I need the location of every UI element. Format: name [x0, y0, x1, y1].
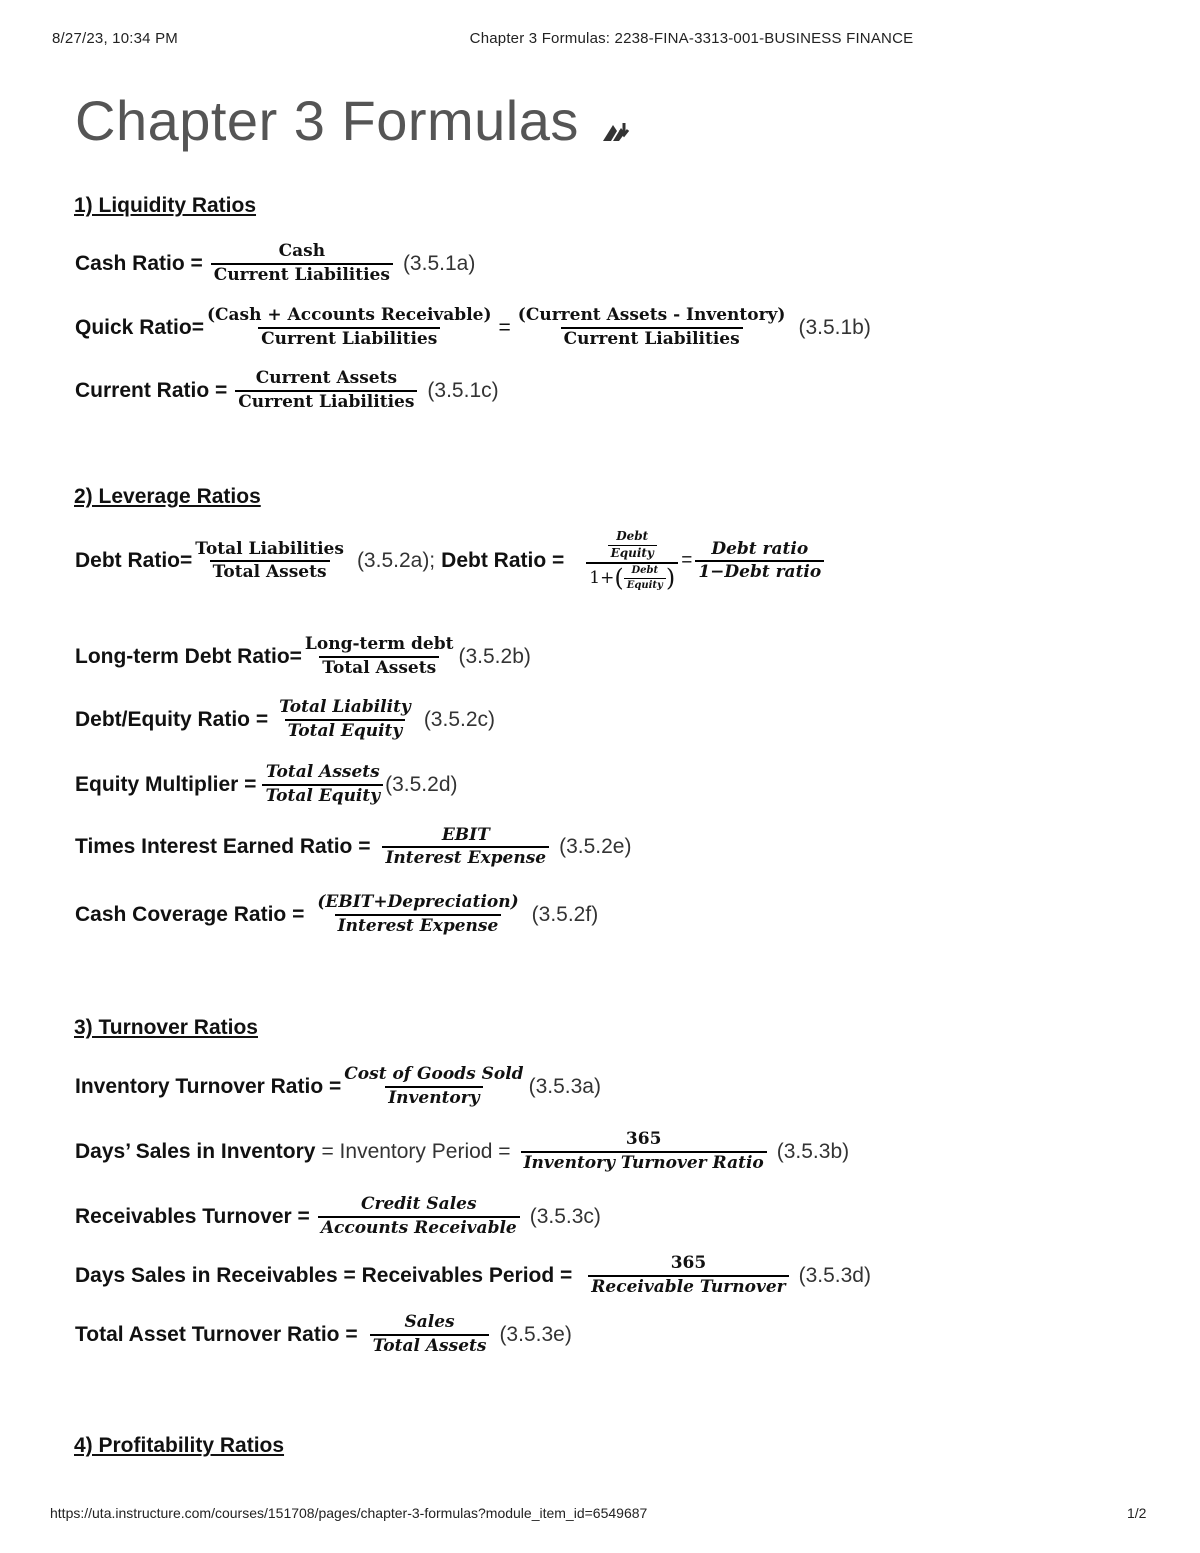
formula-reference: (3.5.2f) [531, 902, 599, 926]
numerator: Total Liabilities [195, 538, 344, 559]
equals-sign: = [498, 315, 511, 339]
formula-long-term-debt-ratio [75, 635, 531, 678]
print-timestamp: 8/27/23, 10:34 PM [52, 30, 178, 47]
numerator: Total Liability [279, 697, 411, 717]
section-turnover-heading: 3) Turnover Ratios [74, 1016, 258, 1039]
formula-reference: (3.5.3c) [529, 1204, 601, 1228]
formula-cash-coverage [75, 893, 598, 936]
formula-reference: (3.5.3d) [798, 1263, 871, 1287]
fraction [370, 1313, 490, 1356]
inner-denominator: Equity [608, 545, 657, 561]
numerator: Long-term debt [304, 634, 454, 654]
formula-equity-multiplier [75, 763, 458, 806]
numerator: Sales [404, 1312, 455, 1332]
fraction [382, 826, 549, 868]
formula-reference: (3.5.2a); [356, 549, 436, 573]
denominator-expression [586, 562, 678, 593]
fraction [318, 1195, 520, 1238]
formula-times-interest-earned [75, 826, 631, 868]
formula-label: Long-term Debt Ratio= [75, 644, 302, 668]
fraction [204, 306, 495, 349]
denominator: 1−Debt ratio [695, 560, 824, 583]
print-url: https://uta.instructure.com/courses/151708/pages/chapter-3-formulas?module_item_id=6549687 [50, 1505, 648, 1521]
section-liquidity-heading: 1) Liquidity Ratios [74, 194, 257, 217]
formula-days-sales-inventory [75, 1130, 849, 1173]
numerator: (Current Assets - Inventory) [517, 305, 786, 325]
formula-reference: (3.5.1b) [798, 315, 871, 339]
formula-debt-equity-ratio [75, 698, 495, 741]
formula-reference: (3.5.2d) [385, 772, 458, 796]
formula-reference: (3.5.3e) [499, 1322, 572, 1346]
formula-quick-ratio [75, 306, 871, 349]
numerator: Current Assets [255, 368, 398, 388]
inner-fraction [608, 530, 657, 561]
formula-label: Debt/Equity Ratio = [75, 707, 269, 731]
denominator: Total Assets [210, 560, 330, 583]
fraction [588, 1254, 788, 1297]
print-page-number: 1/2 [1127, 1505, 1147, 1521]
formula-label: Cash Coverage Ratio = [75, 902, 305, 926]
formula-label: Times Interest Earned Ratio = [75, 835, 371, 859]
denominator: Current Liabilities [258, 327, 440, 350]
numerator-fraction [605, 530, 660, 562]
print-page-title: Chapter 3 Formulas: 2238-FINA-3313-001-BUSINESS FINANCE [469, 30, 914, 47]
denominator: Current Liabilities [235, 390, 417, 413]
inner-numerator: Debt [631, 565, 659, 577]
denominator: Inventory Turnover Ratio [521, 1151, 767, 1174]
denominator: Interest Expense [382, 846, 549, 869]
fraction [235, 369, 417, 412]
numerator: 365 [625, 1129, 662, 1149]
denominator: Total Equity [285, 719, 406, 742]
denominator: Current Liabilities [211, 263, 393, 286]
inner-numerator: Debt [616, 529, 649, 543]
denominator: Total Assets [370, 1334, 490, 1357]
fraction [521, 1130, 767, 1173]
denominator: Total Equity [262, 784, 383, 807]
numerator: EBIT [441, 825, 490, 845]
formula-reference: (3.5.2c) [423, 707, 496, 731]
numerator: Debt ratio [711, 538, 809, 559]
formula-debt-ratio [75, 530, 824, 592]
fraction [695, 540, 824, 583]
formula-label-alt: Debt Ratio = [441, 549, 565, 573]
right-paren-icon: ) [665, 563, 676, 592]
numerator: (Cash + Accounts Receivable) [206, 305, 492, 325]
formula-reference: (3.5.2b) [458, 644, 531, 668]
formula-label: Total Asset Turnover Ratio = [75, 1322, 358, 1346]
formula-reference: (3.5.3b) [776, 1139, 850, 1163]
page-title-text: Chapter 3 Formulas [75, 89, 579, 152]
section-profitability-heading: 4) Profitability Ratios [74, 1434, 285, 1457]
formula-reference: (3.5.1c) [427, 378, 499, 402]
fraction [211, 242, 393, 285]
formula-reference: (3.5.3a) [528, 1074, 601, 1098]
formula-equivalent: = Inventory Period = [321, 1139, 511, 1163]
formula-days-sales-receivables [75, 1254, 871, 1297]
compound-fraction [586, 530, 678, 592]
fraction [515, 306, 789, 349]
formula-inventory-turnover [75, 1065, 601, 1108]
section-leverage-heading: 2) Leverage Ratios [74, 485, 261, 508]
page-title [75, 88, 635, 158]
formula-current-ratio [75, 369, 499, 412]
formula-reference: (3.5.1a) [402, 251, 476, 275]
formula-label: Quick Ratio= [75, 315, 204, 339]
formula-label: Receivables Turnover = [75, 1204, 310, 1228]
formula-total-asset-turnover [75, 1313, 572, 1356]
left-paren-icon: ( [614, 563, 624, 592]
formula-label: Equity Multiplier = [75, 772, 257, 796]
fraction [276, 698, 414, 741]
fraction [302, 635, 457, 678]
numerator: (EBIT+Depreciation) [317, 892, 519, 912]
formula-label: Days’ Sales in Inventory [75, 1139, 316, 1163]
formula-cash-ratio [75, 242, 475, 285]
formula-reference: (3.5.2e) [559, 835, 632, 859]
denominator: Current Liabilities [561, 327, 743, 350]
formula-label: Inventory Turnover Ratio = [75, 1074, 342, 1098]
denominator: Accounts Receivable [318, 1216, 520, 1239]
denominator: Total Assets [319, 656, 439, 679]
numerator: Cost of Goods Sold [344, 1064, 524, 1084]
denominator: Receivable Turnover [588, 1275, 788, 1298]
numerator: 365 [670, 1253, 707, 1273]
formula-receivables-turnover [75, 1195, 601, 1238]
equals-sign: = [681, 550, 693, 572]
formula-label: Days Sales in Receivables = Receivables Period = [75, 1263, 573, 1287]
formula-label: Debt Ratio= [75, 549, 193, 573]
numerator: Total Assets [265, 762, 380, 782]
fraction [262, 763, 383, 806]
fraction [192, 540, 347, 583]
denominator: Interest Expense [335, 914, 502, 937]
inner-fraction [624, 565, 666, 591]
formula-label: Cash Ratio = [75, 251, 203, 275]
fraction [314, 893, 521, 936]
numerator: Cash [278, 241, 326, 261]
immersive-reader-icon[interactable] [601, 93, 635, 158]
fraction [341, 1065, 526, 1108]
inner-denominator: Equity [624, 578, 666, 592]
one-plus: 1+ [589, 567, 615, 588]
numerator: Credit Sales [360, 1194, 477, 1214]
formula-label: Current Ratio = [75, 378, 228, 402]
denominator: Inventory [385, 1086, 482, 1109]
